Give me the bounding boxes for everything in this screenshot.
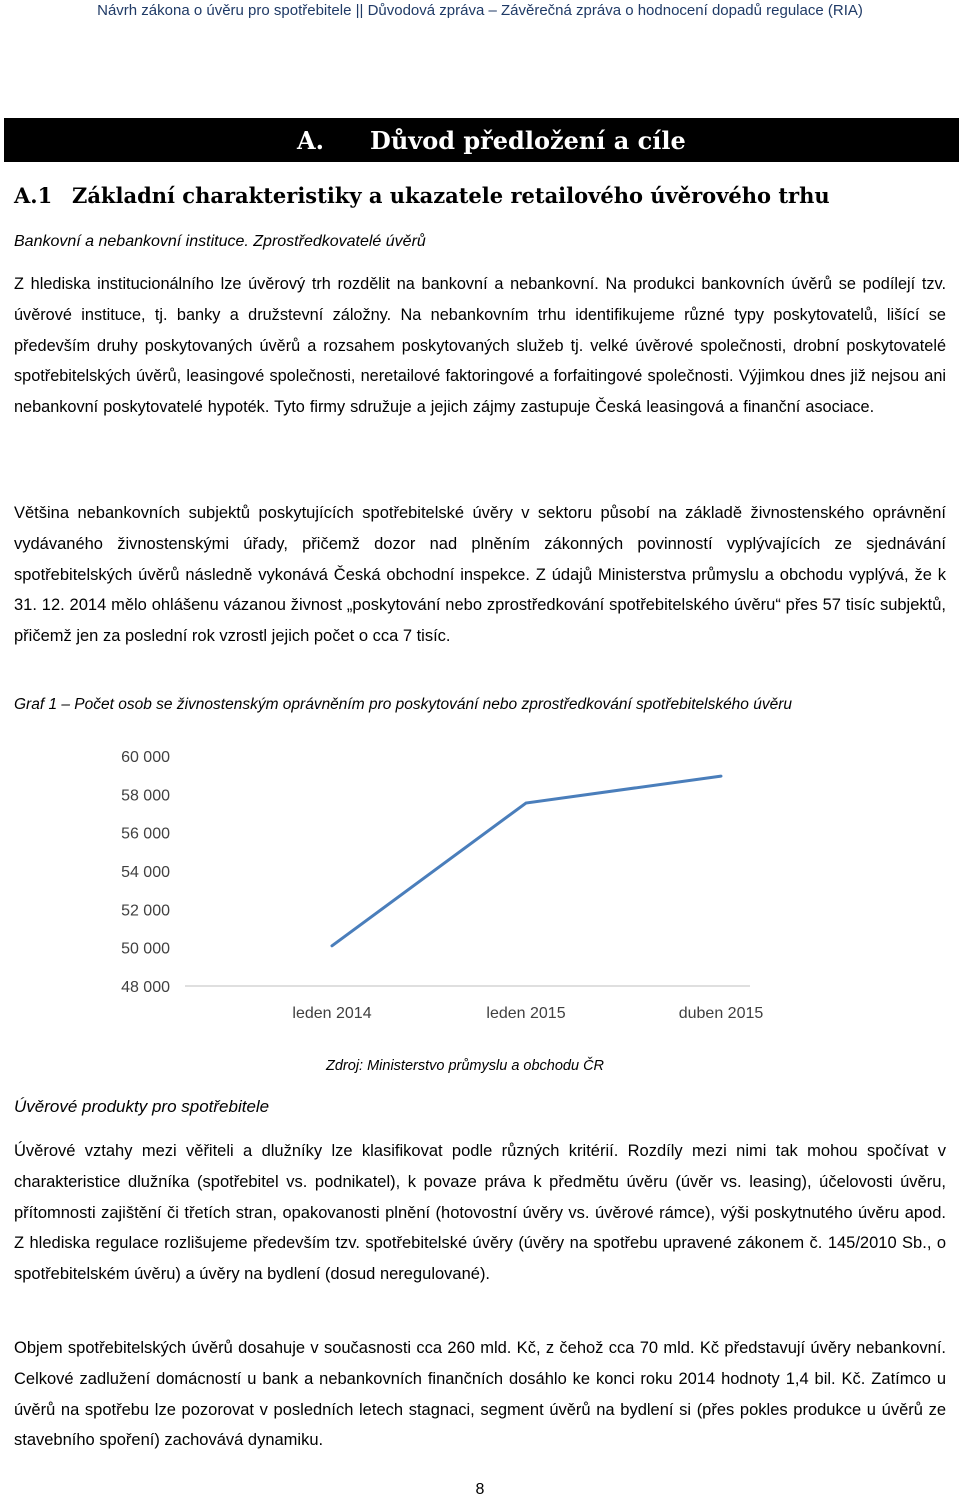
x-tick-label: leden 2015: [486, 1005, 566, 1022]
y-tick-label: 52 000: [121, 902, 170, 920]
heading-institutions: Bankovní a nebankovní instituce. Zprostředkovatelé úvěrů: [14, 233, 426, 250]
y-axis-labels: [121, 749, 170, 996]
section-letter: A.: [297, 126, 324, 155]
subsection-heading: [14, 183, 830, 208]
x-tick-label: leden 2014: [292, 1005, 372, 1022]
paragraph-institutions: Z hlediska institucionálního lze úvěrový trh rozdělit na bankovní a nebankovní. Na produkci bankovních úvěrů se podílejí tzv. úvěrové instituce, tj. banky a družstevní záložny. Na nebankovním trhu identifikujeme různé typy poskytovatelů, lišící se především druhy poskytovaných úvěrů a rozsahem poskytovaných služeb tj. velké úvěrové společnosti, drobní poskytovatelé spotřebitelských úvěrů, leasingové společnosti, neretailové faktoringové a forfaitingové společnosti. Výjimkou dnes již nejsou ani nebankovní poskytovatelé hypoték. Tyto firmy sdružuje a jejich zájmy zastupuje Česká leasingová a finanční asociace.: [14, 275, 946, 417]
paragraph-credit-relations: Úvěrové vztahy mezi věřiteli a dlužníky lze klasifikovat podle různých kritérií. Rozdíly mezi nimi tak mohou spočívat v charakteristice dlužníka (spotřebitel vs. podnikatel), k povaze práva k předmětu úvěru (úvěr vs. leasing), účelovosti úvěru, přítomnosti zajištění či třetích stran, opakovanosti plnění (hotovostní úvěry vs. úvěrové rámce), výši poskytnutého úvěru apod. Z hlediska regulace rozlišujeme především tzv. spotřebitelské úvěry (úvěry na spotřebu upravené zákonem č. 145/2010 Sb., o spotřebitelském úvěru) a úvěry na bydlení (dosud neregulované).: [14, 1142, 946, 1284]
y-tick-label: 48 000: [121, 979, 170, 996]
x-tick-label: duben 2015: [678, 1005, 764, 1022]
line-chart: [110, 735, 810, 1035]
y-tick-label: 50 000: [121, 940, 170, 958]
paragraph-nonbank-subjects: Většina nebankovních subjektů poskytujících spotřebitelské úvěry v sektoru působí na základě živnostenského oprávnění vydávaného živnostenskými úřady, přičemž dozor nad plněním zákonných povinností vyplývajících ze sjednávání spotřebitelských úvěrů následně vykonává Česká obchodní inspekce. Z údajů Ministerstva průmyslu a obchodu vyplývá, že k 31. 12. 2014 mělo ohlášenu vázanou živnost „poskytování nebo zprostředkování spotřebitelského úvěru“ přes 57 tisíc subjektů, přičemž jen za poslední rok vzrostl jejich počet o cca 7 tisíc.: [14, 504, 946, 646]
subsection-number: A.1: [14, 183, 53, 208]
running-header: Návrh zákona o úvěru pro spotřebitele || Důvodová zpráva – Závěrečná zpráva o hodnocení dopadů regulace (RIA): [97, 2, 863, 19]
y-tick-label: 56 000: [121, 825, 170, 843]
paragraph-volume: Objem spotřebitelských úvěrů dosahuje v současnosti cca 260 mld. Kč, z čehož cca 70 mld. Kč představují úvěry nebankovní. Celkové zadlužení domácností u bank a nebankovních finančních dosáhlo ke konci roku 2014 hodnoty 1,4 bil. Kč. Zatímco u úvěrů na spotřebu lze pozorovat v posledních letech stagnaci, segment úvěrů na bydlení si (přes pokles produkce u úvěrů ze stavebního spoření) zachovává dynamiku.: [14, 1339, 946, 1450]
section-heading-bar: [4, 118, 959, 162]
graph-caption: Graf 1 – Počet osob se živnostenským oprávněním pro poskytování nebo zprostředkování spotřebitelského úvěru: [14, 696, 793, 713]
chart-source: Zdroj: Ministerstvo průmyslu a obchodu ČR: [326, 1058, 605, 1074]
y-tick-label: 54 000: [121, 864, 170, 881]
y-tick-label: 60 000: [121, 749, 170, 766]
heading-products: Úvěrové produkty pro spotřebitele: [14, 1097, 270, 1116]
page-number: 8: [475, 1481, 485, 1498]
series-line: [332, 776, 721, 946]
subsection-title: Základní charakteristiky a ukazatele retailového úvěrového trhu: [72, 183, 830, 208]
section-title: Důvod předložení a cíle: [370, 126, 686, 155]
y-tick-label: 58 000: [121, 787, 170, 805]
x-axis-labels: [292, 1005, 763, 1022]
